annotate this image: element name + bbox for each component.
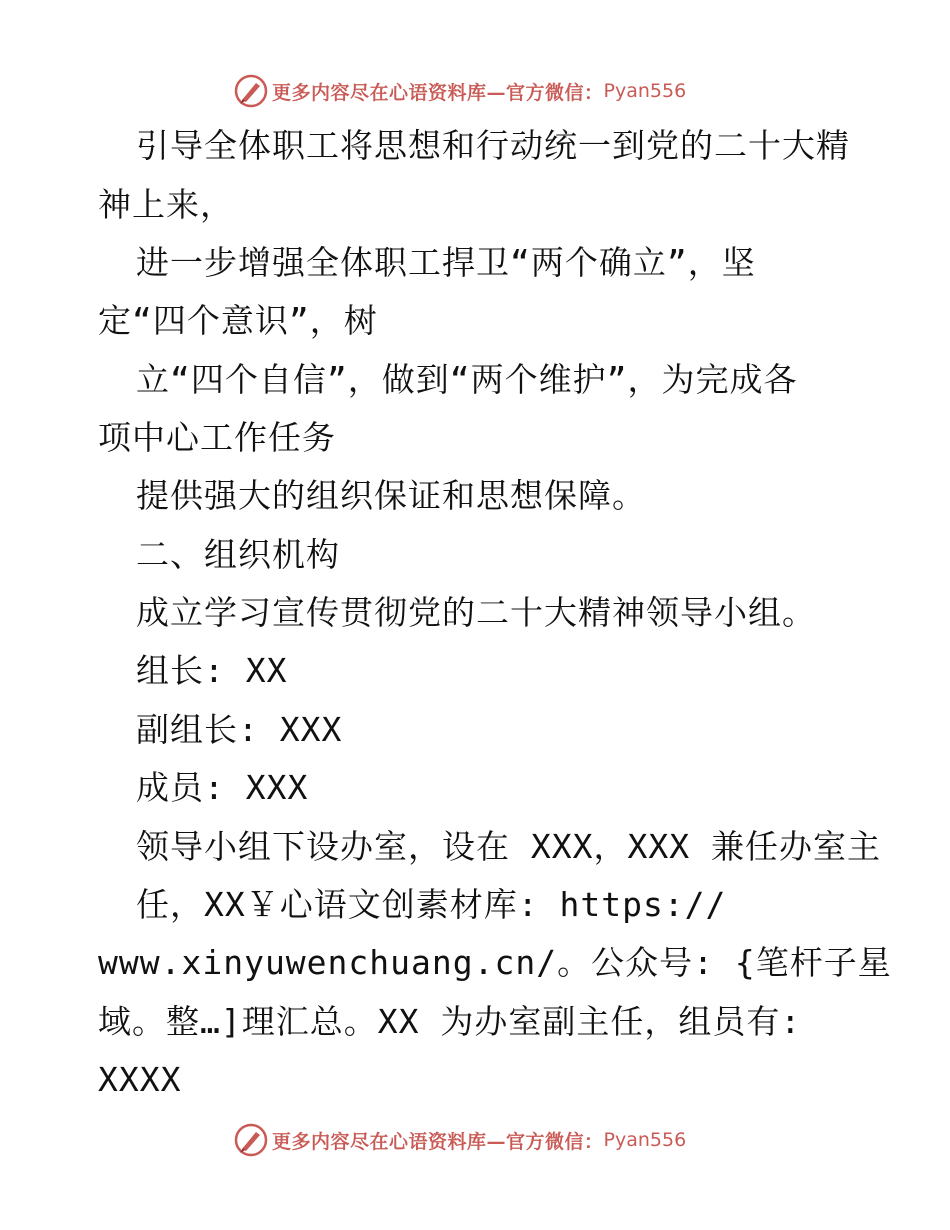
body-line: XXXX: [98, 1060, 182, 1099]
banner-wechat-id: Pyan556: [603, 80, 687, 102]
body-line: 引导全体职工将思想和行动统一到党的二十大精: [136, 126, 850, 165]
body-line: 副组长: XXX: [136, 710, 343, 749]
body-line: 成立学习宣传贯彻党的二十大精神领导小组。: [136, 593, 816, 632]
body-line: 任，XX￥心语文创素材库: https://: [136, 885, 727, 924]
banner-text: 更多内容尽在心语资料库—官方微信：: [272, 1130, 604, 1153]
body-line: 项中心工作任务: [98, 418, 336, 457]
body-line: 提供强大的组织保证和思想保障。: [136, 476, 646, 515]
section-heading: 二、组织机构: [136, 535, 340, 574]
body-line: 神上来，: [98, 185, 234, 224]
body-line: 定“四个意识”，树: [98, 301, 378, 340]
body-line: 领导小组下设办室，设在 XXX，XXX 兼任办室主: [136, 827, 881, 866]
body-line: 成员: XXX: [136, 768, 309, 807]
body-line: 域。整…]理汇总。XX 为办室副主任，组员有:: [98, 1002, 802, 1041]
banner-text: 更多内容尽在心语资料库—官方微信：: [272, 81, 604, 104]
body-line: 组长: XX: [136, 651, 288, 690]
body-line: 进一步增强全体职工捍卫“两个确立”，坚: [136, 243, 756, 282]
quill-logo-icon: [234, 74, 268, 108]
body-line: 立“四个自信”，做到“两个维护”，为完成各: [136, 360, 798, 399]
quill-logo-icon: [234, 1123, 268, 1157]
footer-banner: [234, 1123, 686, 1157]
header-banner: [234, 74, 686, 108]
body-line: www.xinyuwenchuang.cn/。公众号: {笔杆子星: [98, 943, 892, 982]
banner-wechat-id: Pyan556: [603, 1129, 687, 1151]
